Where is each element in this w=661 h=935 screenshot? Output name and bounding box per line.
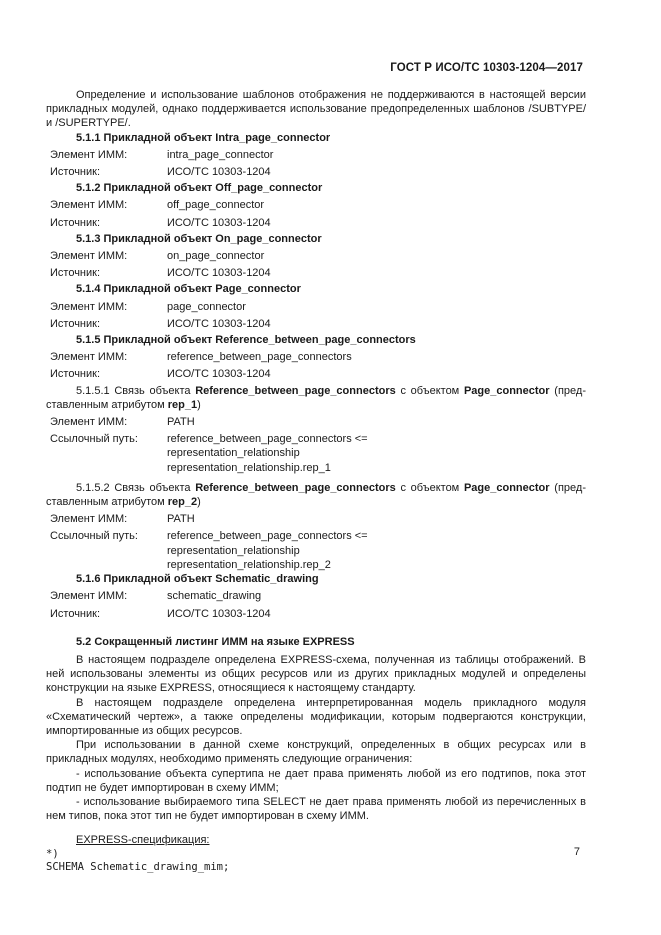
section-heading: 5.1.2 Прикладной объект Off_page_connector <box>76 182 323 195</box>
path-line: representation_relationship <box>167 544 300 557</box>
path-line: reference_between_page_connectors <= <box>167 433 368 446</box>
label-source: Источник: <box>50 317 101 330</box>
section-heading: 5.1.6 Прикладной объект Schematic_drawing <box>76 573 319 586</box>
element-value: reference_between_page_connectors <box>167 351 352 364</box>
mapping-object-2: Page_connector <box>463 481 550 494</box>
section-heading: 5.1.3 Прикладной объект On_page_connector <box>76 232 322 245</box>
mim-element-row <box>46 249 586 263</box>
mapping-with: с объектом <box>400 481 460 494</box>
mapping-object-1: Reference_between_page_connectors <box>195 384 396 397</box>
label-ref-path: Ссылочный путь: <box>50 530 138 543</box>
mapping-with: с объектом <box>400 384 460 397</box>
element-value: page_connector <box>167 300 246 313</box>
section-heading-5-2: 5.2 Сокращенный листинг ИММ на языке EXPRESS <box>76 635 355 648</box>
label-ref-path: Ссылочный путь: <box>50 433 138 446</box>
mim-element-row <box>46 512 586 526</box>
mapping-object-2: Page_connector <box>463 384 550 397</box>
label-element: Элемент ИММ: <box>50 513 128 526</box>
mapping-number: 5.1.5.2 <box>76 481 110 494</box>
path-line: representation_relationship.rep_2 <box>167 558 331 571</box>
label-source: Источник: <box>50 166 101 179</box>
mapping-heading: 5.1.5.1 Связь объекта Reference_between_page_connectors с объектом Page_connector (пред-ставленным атрибутом rep_1) <box>46 384 586 411</box>
source-value: ИСО/ТС 10303-1204 <box>167 368 271 381</box>
label-source: Источник: <box>50 267 101 280</box>
source-value: ИСО/ТС 10303-1204 <box>167 317 271 330</box>
document-header: ГОСТ Р ИСО/ТС 10303-1204—2017 <box>390 62 583 74</box>
label-source: Источник: <box>50 607 101 620</box>
label-element: Элемент ИММ: <box>50 590 128 603</box>
label-element: Элемент ИММ: <box>50 148 128 161</box>
mim-element-row <box>46 148 586 162</box>
section-heading: 5.1.4 Прикладной объект Page_connector <box>76 283 301 296</box>
section-heading: 5.1.1 Прикладной объект Intra_page_connector <box>76 131 331 144</box>
code-line: *) <box>46 847 59 860</box>
mim-element-row <box>46 350 586 364</box>
paragraph: В настоящем подразделе определена EXPRESS-схема, полученная из таблицы отображений. В ней использованы элементы из общих ресурсов или из других прикладных модулей и определены конструкции на языке EXPRESS, относящиеся к настоящему стандарту. <box>46 653 586 695</box>
section-heading: 5.1.5 Прикладной объект Reference_between_page_connectors <box>76 334 416 347</box>
source-value: ИСО/ТС 10303-1204 <box>167 166 271 179</box>
label-source: Источник: <box>50 216 101 229</box>
element-value: PATH <box>167 513 195 526</box>
element-value: on_page_connector <box>167 250 265 263</box>
paragraph: В настоящем подразделе определена интерпретированная модель прикладного модуля «Схематический чертеж», а также определены модификации, которым подвергаются конструкции, импортированные из общих ресурсов. <box>46 696 586 737</box>
mapping-tail: (пред-ставленным атрибутом <box>46 481 586 509</box>
intro-paragraph: Определение и использование шаблонов отображения не поддерживаются в настоящей версии прикладных модулей, однако поддерживается использование предопределенных шаблонов /SUBTYPE/ и /SUPERTYPE/. <box>46 89 586 130</box>
mim-element-row <box>46 198 586 212</box>
mapping-object-1: Reference_between_page_connectors <box>195 481 396 494</box>
restriction-item: - использование объекта супертипа не дает права применять любой из его подтипов, пока этот подтип не будет импортирован в схему ИММ; <box>46 767 586 794</box>
mim-element-row <box>46 300 586 314</box>
reference-path-row <box>46 432 586 475</box>
source-row <box>46 216 586 230</box>
element-value: intra_page_connector <box>167 148 274 161</box>
mim-element-row <box>46 589 586 603</box>
label-element: Элемент ИММ: <box>50 416 128 429</box>
source-value: ИСО/ТС 10303-1204 <box>167 607 271 620</box>
label-source: Источник: <box>50 368 101 381</box>
mapping-attribute: rep_2 <box>167 496 198 509</box>
element-value: schematic_drawing <box>167 590 262 603</box>
express-spec-label: EXPRESS-спецификация: <box>76 834 210 847</box>
source-row <box>46 317 586 331</box>
source-row <box>46 367 586 381</box>
path-line: representation_relationship.rep_1 <box>167 461 331 474</box>
reference-path <box>167 432 586 475</box>
mim-element-row <box>46 415 586 429</box>
path-line: reference_between_page_connectors <= <box>167 530 368 543</box>
element-value: PATH <box>167 416 195 429</box>
code-line: SCHEMA Schematic_drawing_mim; <box>46 860 230 873</box>
label-element: Элемент ИММ: <box>50 351 128 364</box>
page-number: 7 <box>573 846 580 858</box>
mapping-heading: 5.1.5.2 Связь объекта Reference_between_page_connectors с объектом Page_connector (пред-ставленным атрибутом rep_2) <box>46 481 586 509</box>
mapping-prefix: Связь объекта <box>114 481 191 494</box>
mapping-number: 5.1.5.1 <box>76 384 110 397</box>
label-element: Элемент ИММ: <box>50 199 128 212</box>
paragraph: При использовании в данной схеме конструкций, определенных в общих ресурсах или в прикладных модулях, необходимо применять следующие ограничения: <box>46 739 586 766</box>
mapping-attribute: rep_1 <box>167 398 198 411</box>
mapping-tail: (пред-ставленным атрибутом <box>46 384 586 411</box>
restriction-item: - использование выбираемого типа SELECT не дает права применять любой из перечисленных в нем типов, пока этот тип не будет импортирован в схему ИММ. <box>46 795 586 823</box>
page-body <box>46 88 586 874</box>
source-value: ИСО/ТС 10303-1204 <box>167 216 271 229</box>
reference-path-row <box>46 529 586 572</box>
label-element: Элемент ИММ: <box>50 300 128 313</box>
path-line: representation_relationship <box>167 447 300 460</box>
source-row <box>46 266 586 280</box>
source-row <box>46 607 586 621</box>
element-value: off_page_connector <box>167 199 265 212</box>
source-value: ИСО/ТС 10303-1204 <box>167 267 271 280</box>
mapping-prefix: Связь объекта <box>114 384 191 397</box>
label-element: Элемент ИММ: <box>50 250 128 263</box>
reference-path <box>167 529 586 572</box>
source-row <box>46 165 586 179</box>
